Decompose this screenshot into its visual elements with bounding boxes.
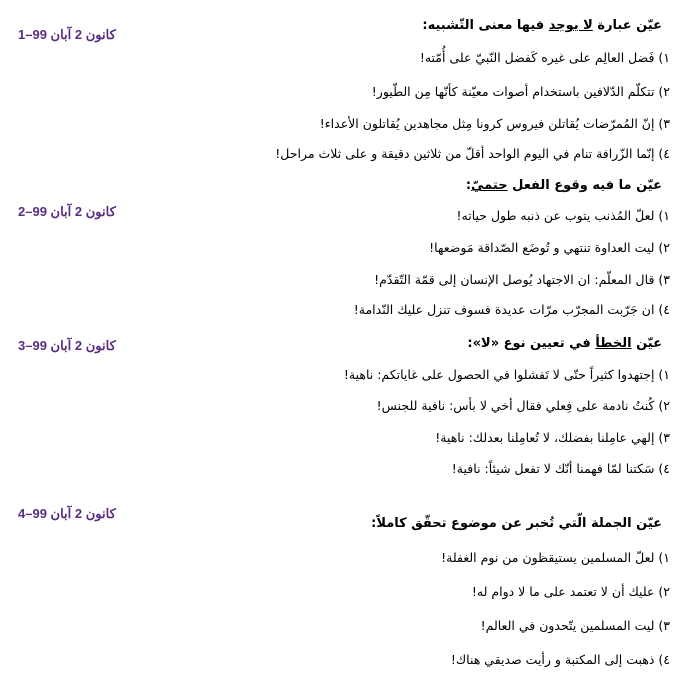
- stem-underlined-text: لا يوجد: [548, 18, 593, 33]
- question-2-source-tag: 2–کانون 2 آبان 99: [18, 204, 116, 219]
- question-1-source-tag: 1–کانون 2 آبان 99: [18, 27, 116, 42]
- question-4-option-2[interactable]: ۲) عليك أن لا تعتمد على ما لا دوام له!: [471, 584, 670, 599]
- question-3-option-4[interactable]: ٤) سَكتنا لمّا فهمنا أنّك لا تفعل شيئاً: نافية!: [451, 461, 670, 476]
- stem-text: فيها معنى التّشبيه:: [422, 18, 549, 33]
- question-1-option-2[interactable]: ۲) تتكلّم الدّلافين باستخدام أصوات معيّنة كأنّها مِن الطّيور!: [371, 84, 670, 99]
- question-2-stem: [466, 178, 662, 193]
- question-3-option-3[interactable]: ۳) إلهي عامِلنا بفضلك، لا تُعامِلنا بعدلك: ناهية!: [435, 430, 670, 445]
- stem-text: عيّن ما فيه وقوع الفعل: [507, 178, 662, 193]
- stem-text: عيّن الجملة الّتي تُخبر عن موضوع تحقّق كاملاً:: [371, 516, 662, 531]
- question-3-stem: [467, 336, 662, 351]
- question-2-option-2[interactable]: ۲) ليت العداوة تنتهي و تُوضَع الصّداقة مَوضعها!: [429, 240, 670, 255]
- question-4-source-tag: 4–کانون 2 آبان 99: [18, 506, 116, 521]
- question-3-option-1[interactable]: ۱) إجتهدوا كثيراً حتّى لا تَفشلوا في الحصول على غاياتكم: ناهية!: [343, 367, 670, 382]
- stem-underlined-text: حتميّ: [471, 178, 508, 193]
- question-4-stem: [371, 516, 662, 531]
- stem-text: في تعيين نوع «لا»:: [467, 336, 596, 351]
- question-4-option-1[interactable]: ۱) لعلّ المسلمين يستيقظون من نوم الغفلة!: [441, 550, 670, 565]
- question-1-option-4[interactable]: ٤) إنّما الزّرافة تنام في اليوم الواحد أقلّ من ثلاثين دقيقة و على ثلاث مراحل!: [275, 146, 670, 161]
- stem-text: عيّن: [631, 336, 662, 351]
- question-2-option-3[interactable]: ۳) قال المعلّم: ان الاجتهاد يُوصل الإنسان إلى قمّة التّقدّم!: [374, 272, 670, 287]
- stem-text: :: [465, 178, 472, 193]
- stem-text: عيّن عبارة: [592, 18, 662, 33]
- question-3-source-tag: 3–کانون 2 آبان 99: [18, 338, 116, 353]
- question-2-option-1[interactable]: ۱) لعلّ المُذنب يتوب عن ذنبه طول حياته!: [456, 208, 670, 223]
- question-3-option-2[interactable]: ۲) كُنتُ نادمة على فِعلي فقال أخي لا بأس: نافية للجنس!: [376, 398, 670, 413]
- question-4-option-3[interactable]: ۳) ليت المسلمين يتّحدون في العالم!: [480, 618, 670, 633]
- stem-underlined-text: الخطأ: [595, 336, 632, 351]
- question-1-option-3[interactable]: ۳) إنّ المُمرّضات يُقاتلن فيروس كرونا مِثل مجاهدين يُقاتلون الأعداء!: [319, 116, 670, 131]
- question-4-option-4[interactable]: ٤) ذهبت إلى المكتبة و رأيت صديقي هناك!: [450, 652, 670, 667]
- question-1-option-1[interactable]: ۱) فَضل العالِم على غيره كَفضل النّبيّ على أُمّته!: [419, 50, 670, 65]
- question-1-stem: [422, 18, 662, 33]
- question-2-option-4[interactable]: ٤) ان جَرّبت المجرّب مرّات عديدة فسوف تنزل عليك النّدامة!: [353, 302, 670, 317]
